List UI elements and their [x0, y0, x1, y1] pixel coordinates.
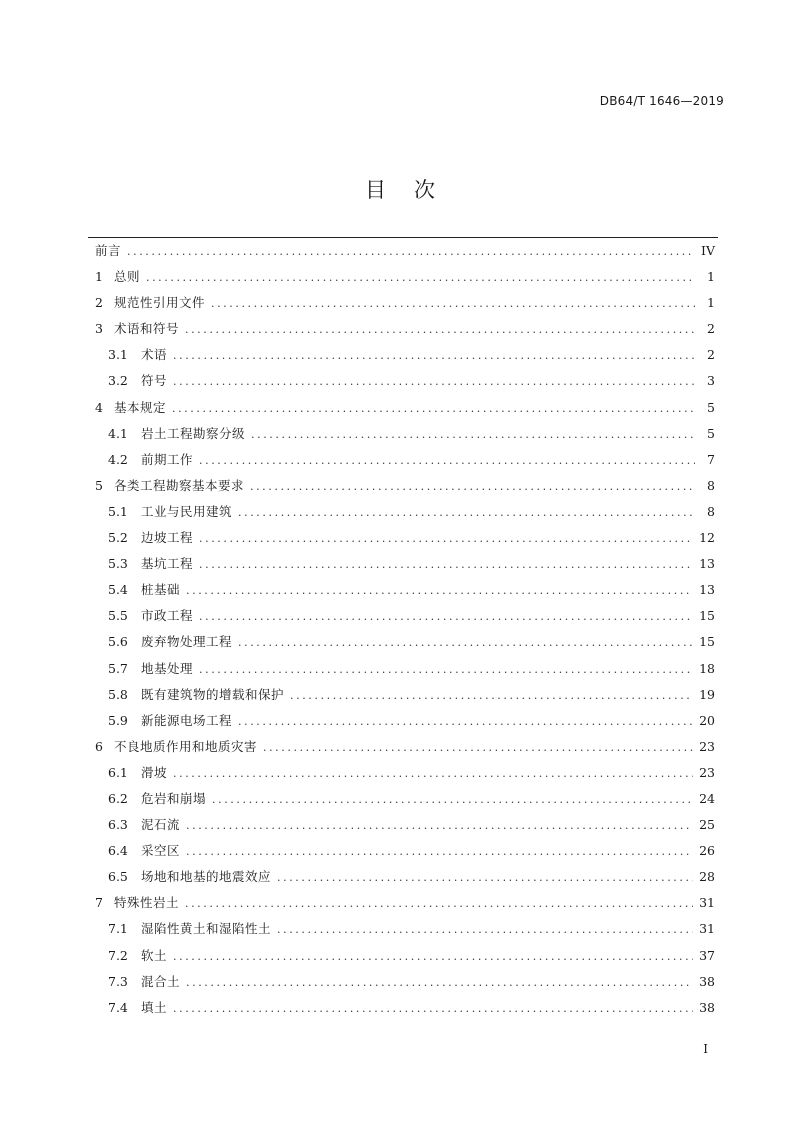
- toc-entry-label: 废弃物处理工程: [141, 634, 233, 650]
- toc-entry[interactable]: [95, 368, 715, 394]
- toc-dot-leader: [238, 500, 695, 526]
- toc-entry-label: 各类工程勘察基本要求: [113, 477, 244, 493]
- toc-dot-leader: [277, 917, 693, 943]
- toc-entry-page: 20: [699, 712, 715, 728]
- toc-dot-leader: [173, 996, 693, 1022]
- toc-entry-number: 5.7: [108, 660, 128, 676]
- toc-entry[interactable]: [95, 656, 715, 682]
- toc-entry-page: 19: [699, 686, 715, 702]
- toc-dot-leader: [290, 683, 693, 709]
- toc-entry-page: 31: [699, 895, 715, 911]
- page-folio: I: [703, 1042, 708, 1056]
- toc-dot-leader: [172, 396, 695, 422]
- toc-entry[interactable]: [95, 525, 715, 551]
- toc-entry[interactable]: [95, 708, 715, 734]
- toc-dot-leader: [263, 735, 693, 761]
- toc-entry[interactable]: [95, 577, 715, 603]
- toc-dot-leader: [173, 944, 693, 970]
- toc-entry-number: 5.8: [108, 686, 128, 702]
- toc-dot-leader: [186, 839, 693, 865]
- toc-entry[interactable]: [95, 943, 715, 969]
- toc-entry-page: 2: [707, 321, 715, 337]
- toc-entry-number: 6.2: [108, 790, 128, 806]
- toc-entry-number: 6.5: [108, 869, 128, 885]
- toc-entry-label: 既有建筑物的增载和保护: [141, 686, 285, 702]
- toc-entry[interactable]: [95, 264, 715, 290]
- toc-entry-number: 4: [95, 399, 103, 415]
- toc-entry-number: 5.5: [108, 608, 128, 624]
- toc-entry[interactable]: [95, 447, 715, 473]
- toc-entry-number: 6.1: [108, 764, 128, 780]
- toc-entry-label: 市政工程: [141, 608, 194, 624]
- toc-entry-page: 1: [707, 269, 715, 285]
- toc-entry-number: 7: [95, 895, 103, 911]
- toc-entry-label: 边坡工程: [141, 530, 194, 546]
- toc-entry-number: 5.2: [108, 530, 128, 546]
- toc-entry-page: 8: [707, 503, 715, 519]
- toc-entry-label: 场地和地基的地震效应: [141, 869, 272, 885]
- toc-entry[interactable]: [95, 812, 715, 838]
- toc-entry-page: 5: [707, 399, 715, 415]
- toc-entry[interactable]: [95, 734, 715, 760]
- toc-entry-page: 26: [699, 843, 715, 859]
- toc-entry-page: 1: [707, 295, 715, 311]
- toc-entry-number: 6: [95, 738, 103, 754]
- toc-dot-leader: [146, 265, 695, 291]
- toc-entry-number: 2: [95, 295, 103, 311]
- toc-dot-leader: [173, 761, 693, 787]
- toc-entry-page: 5: [707, 425, 715, 441]
- toc-entry[interactable]: [95, 838, 715, 864]
- toc-entry-label: 滑坡: [141, 764, 168, 780]
- toc-entry-label: 工业与民用建筑: [141, 503, 233, 519]
- toc-dot-leader: [277, 865, 693, 891]
- toc-dot-leader: [185, 891, 693, 917]
- toc-entry-label: 危岩和崩塌: [141, 790, 207, 806]
- toc-entry[interactable]: [95, 786, 715, 812]
- toc-entry-page: 7: [707, 451, 715, 467]
- toc-entry-number: 4.1: [108, 425, 128, 441]
- toc-entry-label: 混合土: [141, 973, 181, 989]
- toc-entry-page: 31: [699, 921, 715, 937]
- toc-entry[interactable]: [95, 499, 715, 525]
- toc-entry[interactable]: [95, 238, 715, 264]
- toc-entry-page: 13: [699, 556, 715, 572]
- toc-entry-label: 不良地质作用和地质灾害: [113, 738, 257, 754]
- toc-entry[interactable]: [95, 760, 715, 786]
- toc-entry[interactable]: [95, 864, 715, 890]
- toc-entry-page: 18: [699, 660, 715, 676]
- toc-entry[interactable]: [95, 395, 715, 421]
- toc-dot-leader: [186, 970, 693, 996]
- toc-dot-leader: [212, 787, 693, 813]
- toc-entry-page: 25: [699, 817, 715, 833]
- toc-entry-number: 1: [95, 269, 103, 285]
- toc-entry-page: 13: [699, 582, 715, 598]
- toc-entry-label: 基坑工程: [141, 556, 194, 572]
- toc-entry-number: 6.4: [108, 843, 128, 859]
- toc-entry[interactable]: [95, 290, 715, 316]
- toc-entry-page: 28: [699, 869, 715, 885]
- toc-entry-page: 8: [707, 477, 715, 493]
- toc-entry-label: 桩基础: [141, 582, 181, 598]
- toc-entry-label: 地基处理: [141, 660, 194, 676]
- toc-entry-number: 5.1: [108, 503, 128, 519]
- toc-entry[interactable]: [95, 473, 715, 499]
- toc-dot-leader: [186, 813, 693, 839]
- toc-entry-number: 5.6: [108, 634, 128, 650]
- toc-entry-label: 软土: [141, 947, 168, 963]
- toc-entry-label: 术语: [141, 347, 168, 363]
- toc-entry-number: 7.3: [108, 973, 128, 989]
- toc-dot-leader: [199, 604, 693, 630]
- toc-entry-number: 5: [95, 477, 103, 493]
- toc-entry-number: 3.2: [108, 373, 128, 389]
- toc-dot-leader: [127, 239, 695, 265]
- toc-dot-leader: [238, 709, 693, 735]
- toc-entry-number: 7.1: [108, 921, 128, 937]
- toc-entry-label: 符号: [141, 373, 168, 389]
- table-of-contents: [95, 238, 715, 1021]
- toc-entry-number: 3.1: [108, 347, 128, 363]
- toc-entry[interactable]: [95, 603, 715, 629]
- toc-entry-page: 23: [699, 764, 715, 780]
- toc-dot-leader: [199, 657, 693, 683]
- toc-entry-page: 38: [699, 999, 715, 1015]
- toc-entry-label: 总则: [113, 269, 140, 285]
- toc-entry-label: 规范性引用文件: [113, 295, 205, 311]
- toc-entry-number: 3: [95, 321, 103, 337]
- toc-entry-page: 12: [699, 530, 715, 546]
- toc-dot-leader: [238, 630, 693, 656]
- toc-entry-page: 38: [699, 973, 715, 989]
- toc-dot-leader: [211, 291, 695, 317]
- toc-entry-number: 6.3: [108, 817, 128, 833]
- toc-entry-page: 37: [699, 947, 715, 963]
- toc-entry[interactable]: [95, 421, 715, 447]
- toc-entry-label: 岩土工程勘察分级: [141, 425, 246, 441]
- toc-entry[interactable]: [95, 682, 715, 708]
- toc-entry-page: IV: [701, 243, 715, 258]
- toc-entry-label: 采空区: [141, 843, 181, 859]
- toc-dot-leader: [186, 578, 693, 604]
- toc-entry[interactable]: [95, 995, 715, 1021]
- toc-entry-label: 泥石流: [141, 817, 181, 833]
- toc-dot-leader: [199, 552, 693, 578]
- toc-dot-leader: [185, 317, 695, 343]
- toc-entry-page: 15: [699, 608, 715, 624]
- toc-entry[interactable]: [95, 629, 715, 655]
- toc-entry-label: 特殊性岩土: [113, 895, 179, 911]
- toc-entry-label: 前期工作: [141, 451, 194, 467]
- toc-entry-label: 填土: [141, 999, 168, 1015]
- toc-dot-leader: [199, 448, 695, 474]
- toc-dot-leader: [199, 526, 693, 552]
- toc-dot-leader: [173, 369, 695, 395]
- toc-entry-page: 3: [707, 373, 715, 389]
- toc-entry[interactable]: [95, 551, 715, 577]
- toc-entry-label: 基本规定: [113, 399, 166, 415]
- toc-entry-label: 新能源电场工程: [141, 712, 233, 728]
- toc-entry-number: 5.3: [108, 556, 128, 572]
- toc-entry-label: 湿陷性黄土和湿陷性土: [141, 921, 272, 937]
- toc-entry[interactable]: [95, 916, 715, 942]
- toc-entry[interactable]: [95, 890, 715, 916]
- page-title: 目次: [365, 178, 463, 202]
- toc-entry-number: 4.2: [108, 451, 128, 467]
- toc-entry-page: 15: [699, 634, 715, 650]
- toc-entry-page: 2: [707, 347, 715, 363]
- toc-dot-leader: [250, 474, 695, 500]
- toc-entry-number: 5.4: [108, 582, 128, 598]
- toc-entry-label: 前言: [95, 243, 122, 258]
- toc-entry-page: 24: [699, 790, 715, 806]
- toc-entry-number: 7.4: [108, 999, 128, 1015]
- toc-entry[interactable]: [95, 342, 715, 368]
- toc-entry[interactable]: [95, 316, 715, 342]
- toc-entry-label: 术语和符号: [113, 321, 179, 337]
- document-code: DB64/T 1646—2019: [599, 94, 724, 108]
- toc-dot-leader: [251, 422, 695, 448]
- toc-entry-number: 5.9: [108, 712, 128, 728]
- toc-entry-number: 7.2: [108, 947, 128, 963]
- toc-entry-page: 23: [699, 738, 715, 754]
- toc-dot-leader: [173, 343, 695, 369]
- toc-entry[interactable]: [95, 969, 715, 995]
